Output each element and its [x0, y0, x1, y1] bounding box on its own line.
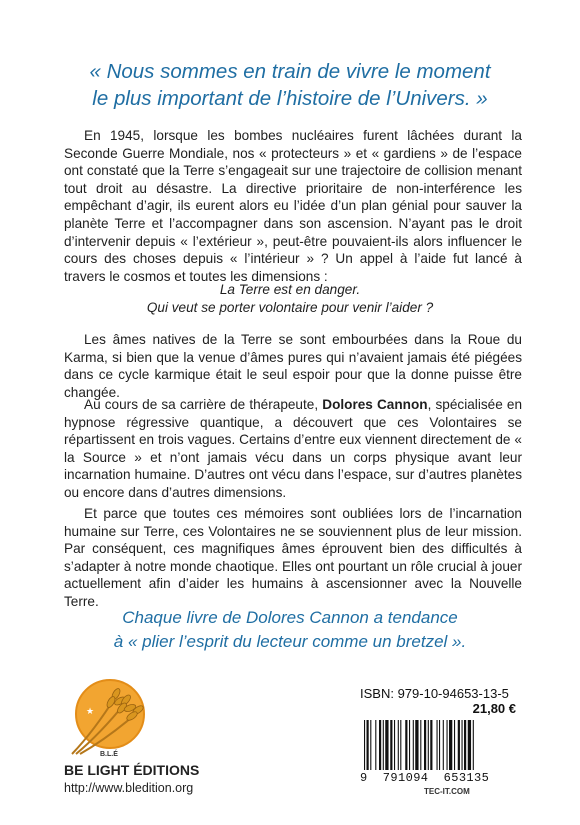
top-quote [0, 58, 580, 112]
barcode-bar [379, 720, 381, 770]
barcode-bar [390, 720, 392, 770]
top-quote-line2: le plus important de l’histoire de l’Univers. » [92, 87, 488, 110]
barcode-bar [420, 720, 421, 770]
logo-text: B.L.É [100, 751, 118, 758]
author-name: Dolores Cannon [322, 397, 428, 412]
barcode-bar [458, 720, 460, 770]
barcode-bar [364, 720, 365, 770]
barcode-bar [409, 720, 410, 770]
barcode-bar [443, 720, 444, 770]
barcode-bar [398, 720, 399, 770]
price: 21,80 € [472, 701, 516, 716]
isbn-label: ISBN: 979-10-94653-13-5 [360, 686, 509, 701]
barcode-bar [385, 720, 388, 770]
barcode-bar [400, 720, 401, 770]
bottom-quote-line2: à « plier l’esprit du lecteur comme un bretzel ». [113, 632, 467, 651]
barcode-generator: TEC-IT.COM [424, 787, 470, 796]
barcode-bar [394, 720, 395, 770]
barcode-bar [428, 720, 429, 770]
wheat-sun-logo-icon [64, 676, 152, 760]
barcode-bar [367, 720, 369, 770]
barcode-bar [447, 720, 448, 770]
barcode-bar [413, 720, 414, 770]
barcode-bar [430, 720, 432, 770]
svg-text:★: ★ [86, 707, 95, 717]
p3-text-before: Au cours de sa carrière de thérapeute, [84, 397, 323, 412]
publisher-name: BE LIGHT ÉDITIONS [64, 762, 200, 778]
danger-line1: La Terre est en danger. [219, 282, 361, 297]
barcode-bar [468, 720, 471, 770]
paragraph-volontaires: Et parce que toutes ces mémoires sont oubliées lors de l’incarnation humaine sur Terre, ces Volontaires ne se souviennent plus de leur mission. Par conséquent, ces magnifiques âmes éprouvent bien des difficultés à s’adapter à notre monde chaotique. Elles ont pourtant un rôle crucial à jouer actuellement afin d’aider les humains à ascensionner avec la Nouvelle Terre. [64, 506, 522, 609]
barcode-bar [375, 720, 376, 770]
barcode-bar [449, 720, 452, 770]
bottom-quote [0, 606, 580, 654]
barcode-bar [437, 720, 438, 770]
danger-quote [0, 281, 580, 316]
barcode-bar [405, 720, 407, 770]
barcode-bar [370, 720, 371, 770]
barcode-bar [473, 720, 474, 770]
danger-line2: Qui veut se porter volontaire pour venir l’aider ? [146, 299, 434, 315]
barcode-digits: 9 791094 653135 [360, 771, 490, 785]
barcode-bar [415, 720, 418, 770]
barcode-icon [360, 720, 516, 770]
top-quote-line1: « Nous sommes en train de vivre le moment [89, 60, 491, 83]
paragraph-dolores [64, 396, 522, 502]
barcode-bar [462, 720, 463, 770]
barcode-bar [464, 720, 466, 770]
bottom-quote-line1: Chaque livre de Dolores Cannon a tendance [122, 608, 458, 627]
paragraph-1945: En 1945, lorsque les bombes nucléaires furent lâchées durant la Seconde Guerre Mondiale, nos « protecteurs » et « gardiens » de l’espace ont constaté que la Terre s’engageait sur une trajectoire de collision menant tout droit au désastre. La directive prioritaire de non-interférence les empêchant d’agir, ils eurent alors eu l’idée d’un plan génial pour sauver la planète Terre et l’accompagner dans son ascension. N’ayant pas le droit d’intervenir depuis « l’extérieur », peut-être pouvaient-ils alors influencer le cours des choses depuis « l’intérieur » ? Un appel à l’aide fut lancé à travers le cosmos et toutes les dimensions : [64, 128, 522, 284]
publisher-url[interactable]: http://www.bledition.org [64, 781, 194, 795]
barcode-bar [439, 720, 440, 770]
barcode-bar [454, 720, 455, 770]
barcode-bar [424, 720, 426, 770]
barcode-bar [383, 720, 384, 770]
paragraph-karma: Les âmes natives de la Terre se sont embourbées dans la Roue du Karma, si bien que la venue d’âmes pures qui n’avaient jamais été piégées dans ce cycle karmique était le seul espoir pour que la donne puisse être changée. [64, 332, 522, 400]
p3-text-after: , spécialisée en hypnose régressive quantique, a découvert que ces Volontaires se répartissent en trois vagues. Certains d’entre eux viennent directement de « la Source » et n’ont jamais vécu dans un corps physique avant leur incarnation humaine. D’autres ont vécu dans l’espace, sur d’autres planètes ou encore dans d’autres dimensions. [64, 397, 523, 500]
